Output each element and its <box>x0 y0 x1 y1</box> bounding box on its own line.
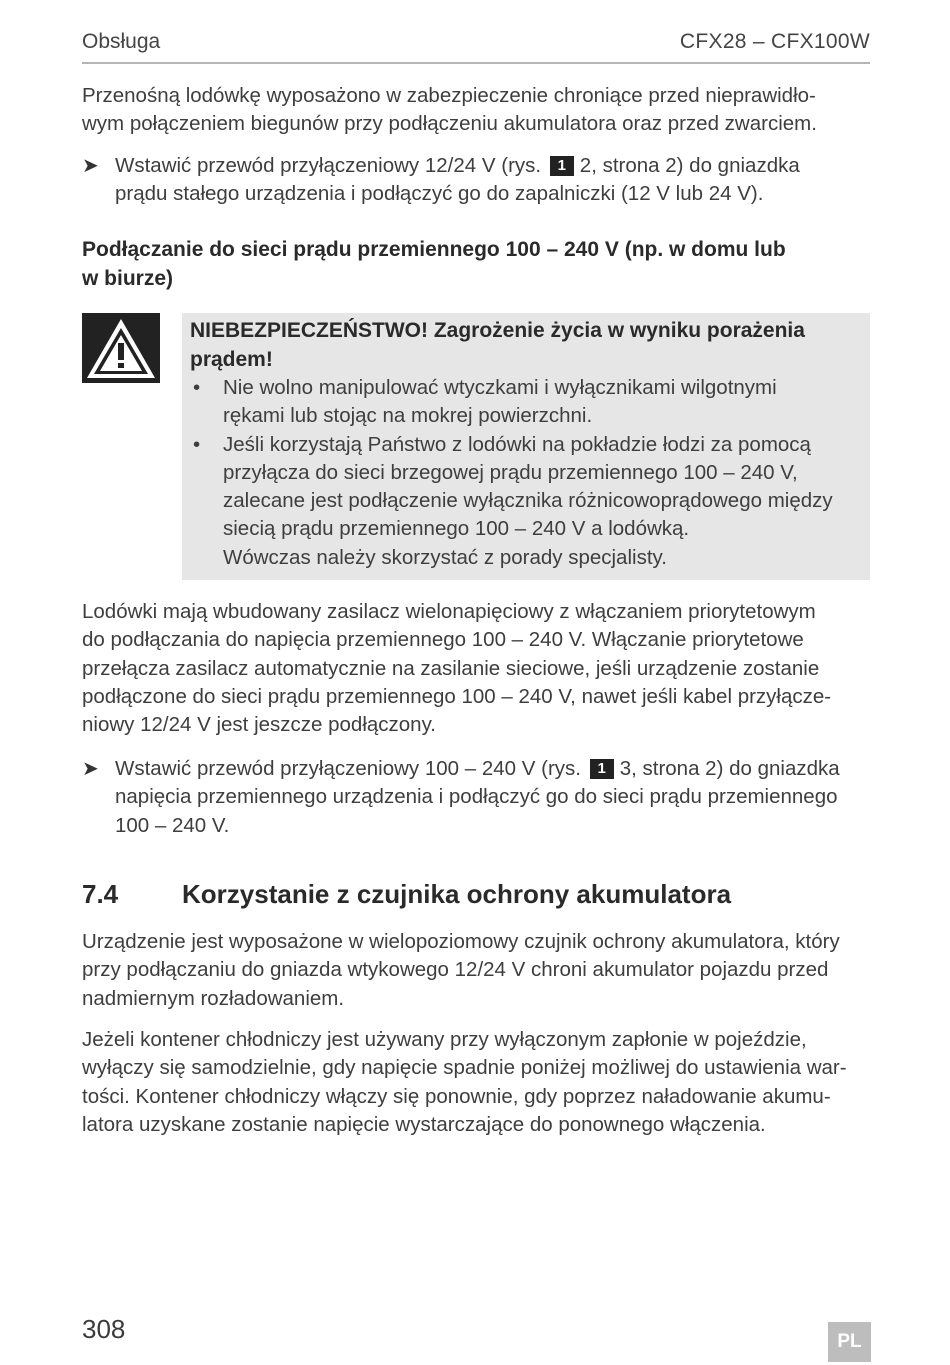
text-line: napięcia przemiennego urządzenia i podłączyć go do sieci prądu przemiennego <box>115 785 838 809</box>
page-header <box>82 30 870 64</box>
instruction-step-dc <box>82 152 872 209</box>
text-line: nadmiernym rozładowaniem. <box>82 986 345 1010</box>
section-title: Korzystanie z czujnika ochrony akumulatora <box>182 879 732 909</box>
text-line: rękami lub stojąc na mokrej powierzchni. <box>223 404 593 428</box>
battery-protection-paragraph-2 <box>82 1026 872 1139</box>
text-line: Lodówki mają wbudowany zasilacz wielonapięciowy z włączaniem priorytetowym <box>82 600 816 623</box>
text-line: Wstawić przewód przyłączeniowy 100 – 240 V (rys. 1 3, strona 2) do gniazdka <box>115 757 840 780</box>
text-line: Wówczas należy skorzystać z porady specjalisty. <box>223 545 667 569</box>
list-item <box>190 374 862 431</box>
bullet-dot-icon: • <box>193 376 201 399</box>
text-line: latora uzyskane zostanie napięcie wystarczające do ponownego włączenia. <box>82 1112 766 1136</box>
text-line: 100 – 240 V. <box>115 813 230 837</box>
warning-triangle-icon <box>82 313 160 383</box>
text-line: niowy 12/24 V jest jeszcze podłączony. <box>82 713 437 737</box>
text-line: Wstawić przewód przyłączeniowy 12/24 V (rys. 1 2, strona 2) do gniazdka <box>115 154 800 177</box>
text-line: zalecane jest podłączenie wyłącznika różnicowoprądowego między <box>223 489 833 513</box>
text-line: przyłącza do sieci brzegowej prądu przemiennego 100 – 240 V, <box>223 460 798 484</box>
warning-title <box>190 317 860 374</box>
instruction-step-ac <box>82 755 872 840</box>
text-line: wym połączeniem biegunów przy podłączeniu akumulatora oraz przed zwarciem. <box>82 112 817 136</box>
figure-number-badge: 1 <box>590 759 614 779</box>
text-line: Jeśli korzystają Państwo z lodówki na pokładzie łodzi za pomocą <box>223 432 811 456</box>
battery-protection-paragraph-1 <box>82 928 872 1013</box>
text-line: wyłączy się samodzielnie, gdy napięcie spadnie poniżej możliwej do ustawienia war- <box>82 1056 847 1080</box>
list-item <box>190 431 862 572</box>
ac-power-supply-paragraph <box>82 598 872 739</box>
section-number: 7.4 <box>82 879 119 909</box>
text-line: Nie wolno manipulować wtyczkami i wyłącznikami wilgotnymi <box>223 376 777 399</box>
text-line: prądem! <box>190 347 273 371</box>
text-line: Przenośną lodówkę wyposażono w zabezpieczenie chroniące przed nieprawidło- <box>82 84 816 107</box>
page-number: 308 <box>82 1314 126 1344</box>
ac-connection-heading <box>82 236 872 293</box>
text-line: w biurze) <box>82 266 174 290</box>
text-line: podłączone do sieci prądu przemiennego 100 – 240 V, nawet jeśli kabel przyłącze- <box>82 684 832 708</box>
text-line: Jeżeli kontener chłodniczy jest używany przy wyłączonym zapłonie w pojeździe, <box>82 1028 807 1051</box>
figure-number-badge: 1 <box>550 156 574 176</box>
text-line: prądu stałego urządzenia i podłączyć go do zapalniczki (12 V lub 24 V). <box>115 182 764 206</box>
text-line: siecią prądu przemiennego 100 – 240 V a lodówką. <box>223 517 690 541</box>
text-line: przy podłączaniu do gniazda wtykowego 12/24 V chroni akumulator pojazdu przed <box>82 958 829 982</box>
text-line: tości. Kontener chłodniczy włączy się ponownie, gdy poprzez naładowanie akumu- <box>82 1084 831 1108</box>
text-line: do podłączania do napięcia przemiennego 100 – 240 V. Włączanie priorytetowe <box>82 628 804 652</box>
intro-paragraph <box>82 82 872 139</box>
text-line: Podłączanie do sieci prądu przemiennego 100 – 240 V (np. w domu lub <box>82 238 786 261</box>
warning-bullet-list <box>190 374 862 572</box>
header-model-range: CFX28 – CFX100W <box>679 30 870 53</box>
text-line: Urządzenie jest wyposażone w wielopoziomowy czujnik ochrony akumulatora, który <box>82 930 840 953</box>
arrow-bullet-icon: ➤ <box>82 758 99 780</box>
text-line: przełącza zasilacz automatycznie na zasilanie sieciowe, jeśli urządzenie zostanie <box>82 656 820 680</box>
language-badge: PL <box>828 1322 871 1362</box>
arrow-bullet-icon: ➤ <box>82 155 99 177</box>
bullet-dot-icon: • <box>193 432 201 456</box>
danger-warning-box <box>182 313 870 580</box>
header-section-title: Obsługa <box>82 30 161 53</box>
text-line: NIEBEZPIECZEŃSTWO! Zagrożenie życia w wyniku porażenia <box>190 319 805 342</box>
